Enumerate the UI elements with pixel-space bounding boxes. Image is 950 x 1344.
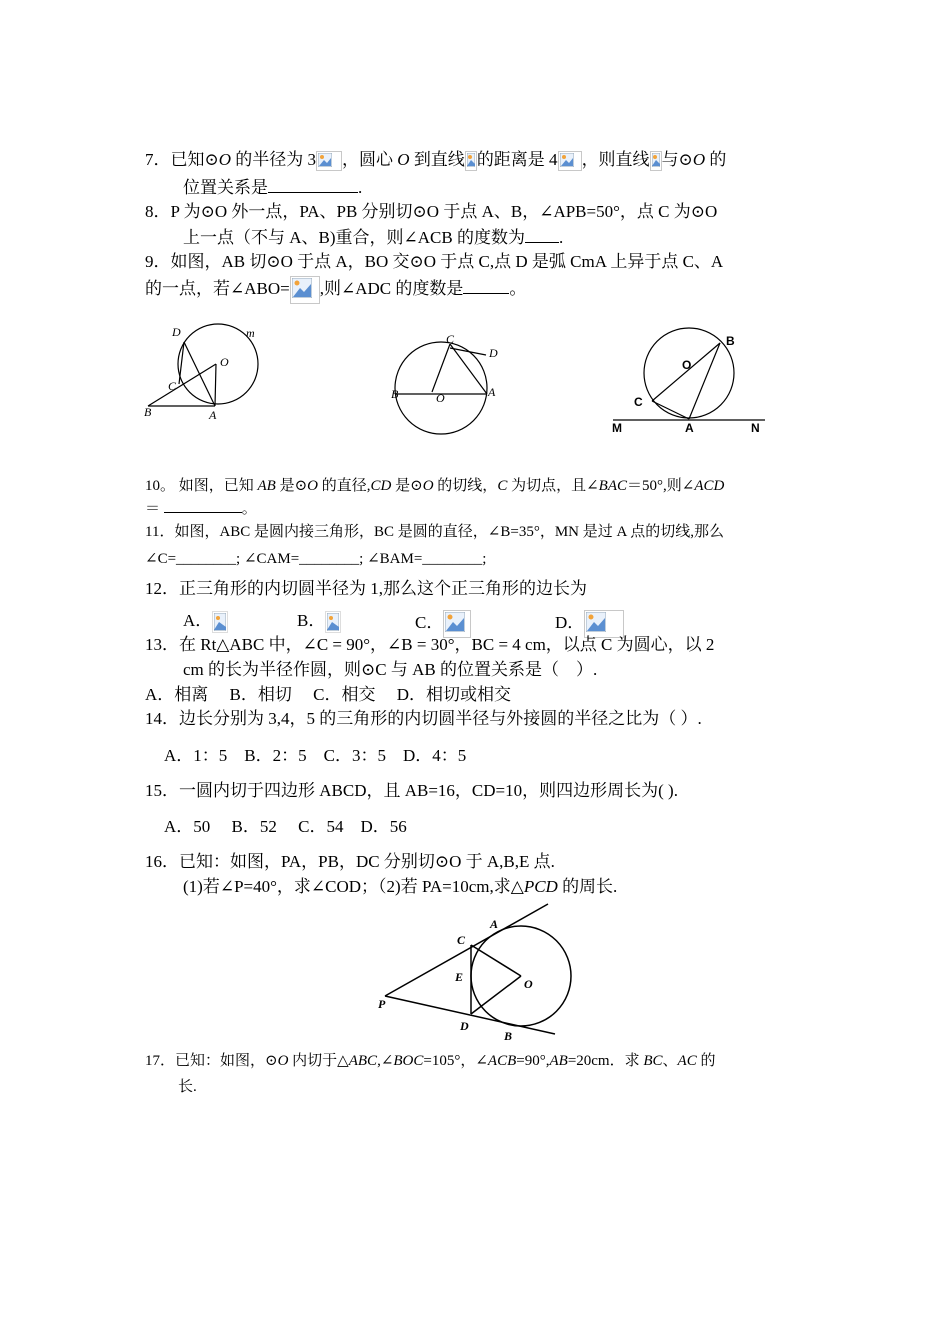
- label-m: m: [246, 326, 255, 340]
- broken-image-icon: [465, 151, 477, 171]
- q9-line2: 的一点，若∠ABO= ,则∠ADC 的度数是 。: [145, 276, 526, 304]
- q12-question: 12．正三角形的内切圆半径为 1,那么这个正三角形的边长为: [145, 579, 587, 598]
- answer-blank: [525, 226, 559, 243]
- q8-line2: 上一点（不与 A、B)重合，则∠ACB 的度数为 .: [183, 228, 564, 247]
- q7-line2: 位置关系是 .: [183, 178, 363, 197]
- q17-line1: 17．已知：如图，⊙O 内切于△ABC,∠BOC=105°，∠ACB=90°,AB=20cm．求 BC、AC 的: [145, 1053, 716, 1069]
- broken-image-icon: [325, 611, 341, 633]
- label-B: B: [391, 387, 399, 401]
- answer-blank: [268, 176, 358, 193]
- label-O: O: [220, 355, 229, 369]
- label-B: B: [504, 1029, 513, 1043]
- q14-options: A．1：5 B．2：5 C．3：5 D．4：5: [164, 746, 467, 765]
- q8-line1: 8．P 为⊙O 外一点，PA、PB 分别切⊙O 于点 A、B，∠APB=50°，点 C 为⊙O: [145, 202, 718, 221]
- q12-option-A: A．: [183, 610, 228, 633]
- q15-question: 15．一圆内切于四边形 ABCD，且 AB=16，CD=10，则四边形周长为( ).: [145, 781, 678, 800]
- q13-line2: cm 的长为半径作圆，则⊙C 与 AB 的位置关系是（ ）.: [183, 660, 598, 679]
- q14-question: 14．边长分别为 3,4，5 的三角形的内切圆半径与外接圆的半径之比为（ ）.: [145, 709, 702, 728]
- label-D: D: [460, 1019, 469, 1033]
- label-O: O: [682, 358, 692, 372]
- label-N: N: [751, 421, 760, 435]
- q7-line1: 7．已知⊙O 的半径为 3 ，圆心 O 到直线 的距离是 4 ，则直线 与⊙O 的: [145, 149, 726, 171]
- broken-image-icon: [212, 611, 228, 633]
- label-E: E: [455, 970, 464, 984]
- label-M: M: [612, 421, 622, 435]
- broken-image-icon: [558, 151, 582, 171]
- label-A: A: [685, 421, 694, 435]
- label-D: D: [172, 325, 181, 339]
- q16-line1: 16．已知：如图，PA，PB，DC 分别切⊙O 于 A,B,E 点.: [145, 852, 555, 871]
- label-C: C: [168, 379, 177, 393]
- label-C: C: [457, 933, 466, 947]
- label-C: C: [634, 395, 643, 409]
- label-C: C: [446, 332, 455, 346]
- figure-q10: [388, 330, 508, 440]
- q10-line2: ＝ 。: [145, 501, 257, 517]
- label-O: O: [436, 391, 445, 405]
- label-B: B: [726, 334, 735, 348]
- q13-line1: 13．在 Rt△ABC 中，∠C = 90°，∠B = 30°，BC = 4 cm，以点 C 为圆心，以 2: [145, 635, 715, 654]
- q17-line2: 长.: [178, 1079, 197, 1095]
- label-A: A: [488, 385, 496, 399]
- q10-line1: 10。 如图，已知 AB 是⊙O 的直径,CD 是⊙O 的切线，C 为切点，且∠BAC＝50°,则∠ACD: [145, 478, 725, 494]
- label-A: A: [490, 917, 499, 931]
- broken-image-icon: [316, 151, 342, 171]
- broken-image-icon: [650, 151, 662, 171]
- broken-image-icon: [290, 276, 320, 304]
- q15-options: A．50 B．52 C．54 D．56: [164, 817, 407, 836]
- q11-line2: ∠C=________; ∠CAM=________; ∠BAM=________;: [145, 551, 487, 567]
- figure-q16: [370, 900, 580, 1045]
- figure-q11: [610, 325, 770, 435]
- answer-blank: [463, 277, 509, 294]
- q9-line1: 9．如图，AB 切⊙O 于点 A，BO 交⊙O 于点 C,点 D 是弧 CmA 上异于点 C、A: [145, 252, 724, 271]
- label-A: A: [209, 408, 217, 422]
- figure-q9: [140, 320, 270, 425]
- q12-option-B: B．: [297, 610, 341, 633]
- q11-line1: 11．如图，ABC 是圆内接三角形，BC 是圆的直径，∠B=35°，MN 是过 A 点的切线,那么: [145, 524, 725, 540]
- label-D: D: [489, 346, 498, 360]
- label-P: P: [378, 997, 386, 1011]
- q12-option-C: C．: [415, 610, 471, 638]
- label-O: O: [524, 977, 533, 991]
- q16-line2: (1)若∠P=40°，求∠COD；（2)若 PA=10cm,求△PCD 的周长.: [183, 877, 618, 896]
- q12-option-D: D．: [555, 610, 624, 638]
- q13-options: A．相离 B．相切 C．相交 D．相切或相交: [145, 685, 511, 704]
- label-B: B: [144, 405, 152, 419]
- answer-blank: [164, 499, 242, 513]
